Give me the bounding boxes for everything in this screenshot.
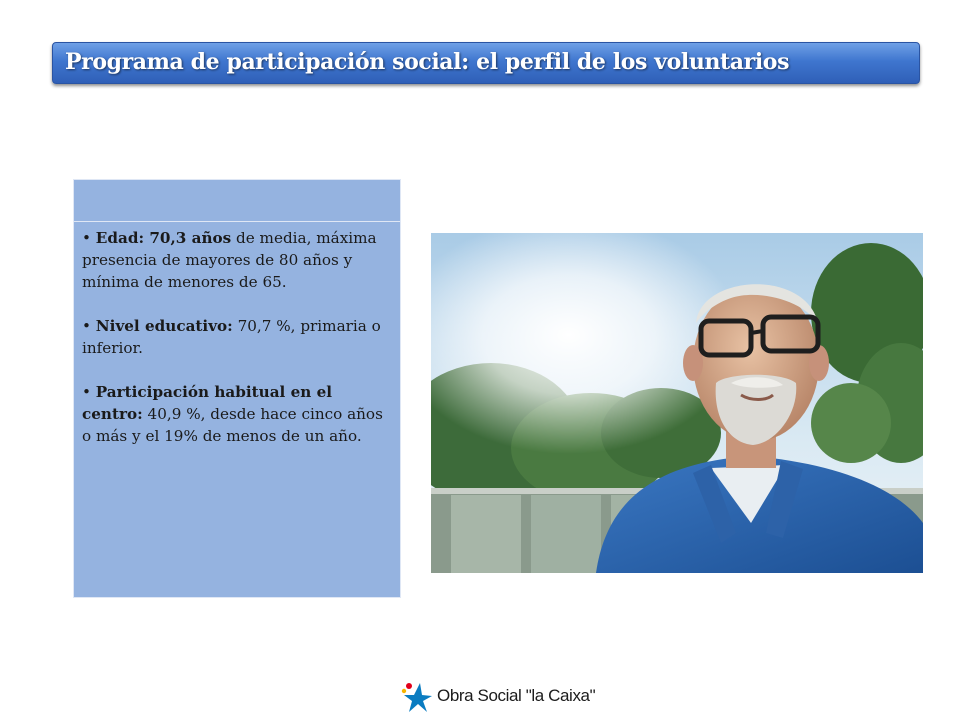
- slide-title: Programa de participación social: el perfil de los voluntarios: [65, 49, 790, 75]
- volunteer-photo: [431, 233, 923, 573]
- title-banner: [52, 42, 920, 84]
- profile-item-text: 70,7 %, primaria o inferior.: [82, 317, 381, 357]
- profile-item-age: • Edad: 70,3 años de media, máxima presencia de mayores de 80 años y mínima de menores de 65.: [82, 229, 377, 291]
- logo-text: Obra Social "la Caixa": [437, 686, 596, 705]
- obra-social-logo: [400, 680, 600, 714]
- profile-item-label: Participación habitual en el centro:: [82, 383, 333, 423]
- profile-table: [73, 179, 401, 598]
- profile-item-text: de media, máxima presencia de mayores de 80 años y mínima de menores de 65.: [82, 229, 377, 291]
- table-body-cell: [74, 222, 400, 447]
- profile-item-label: Edad: 70,3 años: [95, 229, 232, 247]
- table-header-cell: [74, 180, 400, 222]
- profile-item-label: Nivel educativo:: [95, 317, 233, 335]
- profile-item-education: • Nivel educativo: 70,7 %, primaria o inferior.: [82, 317, 381, 357]
- profile-item-participation: • Participación habitual en el centro: 40,9 %, desde hace cinco años o más y el 19% de menos de un año.: [82, 383, 383, 445]
- profile-item-text: 40,9 %, desde hace cinco años o más y el 19% de menos de un año.: [82, 405, 383, 445]
- star-figure-icon: [400, 680, 434, 714]
